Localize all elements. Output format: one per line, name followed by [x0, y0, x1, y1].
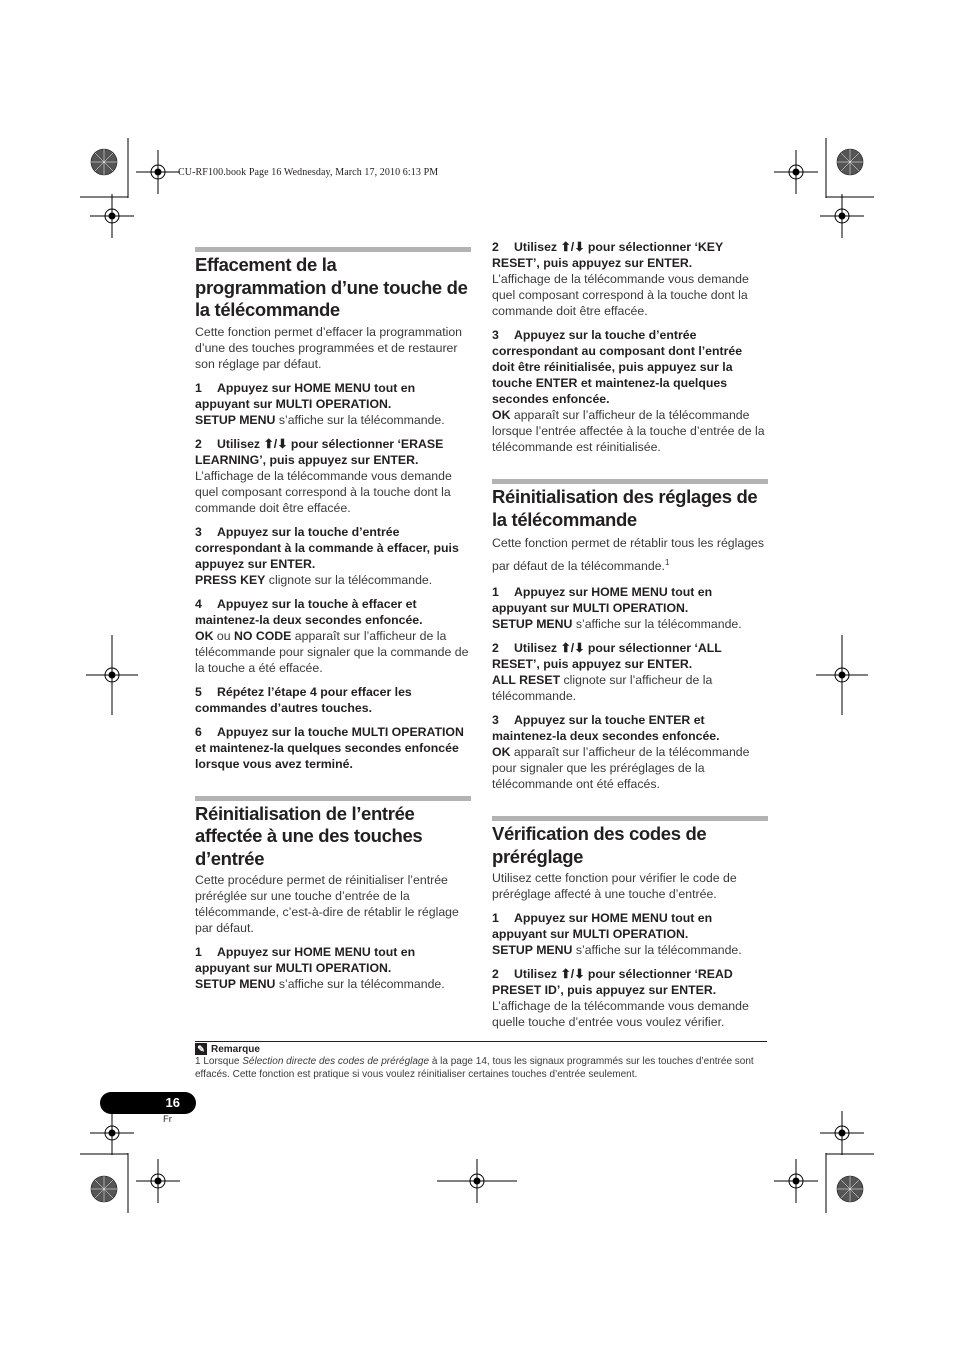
step-2: 2 Utilisez ⬆/⬇ pour sélectionner ‘ALL RESET’, puis appuyez sur ENTER. — [492, 641, 722, 672]
section-intro: Utilisez cette fonction pour vérifier le code de préréglage affecté à une touche d’entrée. — [492, 871, 737, 902]
language-code: Fr — [163, 1114, 172, 1125]
step-3-result: OK apparaît sur l’afficheur de la télécommande lorsque l’entrée affectée à la touche d’entrée de la télécommande est réinitialisée. — [492, 408, 765, 454]
step-3: 3 Appuyez sur la touche d’entrée correspondant à la commande à effacer, puis appuyez sur ENTER. — [195, 524, 459, 571]
left-column — [195, 247, 471, 992]
section-title-reinit-entree: Réinitialisation de l’entrée affectée à une des touches d’entrée — [195, 802, 423, 869]
step-4-result: OK ou NO CODE apparaît sur l’afficheur de la télécommande pour signaler que la commande de la touche a été effacée. — [195, 628, 469, 675]
section-intro: Cette procédure permet de réinitialiser l’entrée préréglée sur une touche d’entrée de la télécommande, c’est-à-dire de rétablir le réglage par défaut. — [195, 873, 459, 935]
step-1: 1 Appuyez sur HOME MENU tout en appuyant sur MULTI OPERATION. — [492, 585, 713, 616]
section-rule — [195, 247, 471, 252]
step-3: 3 Appuyez sur la touche d’entrée correspondant au composant dont l’entrée doit être réinitialisée, puis appuyez sur la touche ENTER et maintenez-la quelques secondes enfoncée. — [492, 328, 743, 406]
step-3: 3 Appuyez sur la touche ENTER et maintenez-la deux secondes enfoncée. — [492, 713, 720, 744]
note-title: ✎ Remarque — [195, 1043, 260, 1055]
step-1-result: SETUP MENU s’affiche sur la télécommande. — [492, 943, 742, 958]
step-1-result: SETUP MENU s’affiche sur la télécommande. — [195, 977, 445, 991]
step-5: 5 Répétez l’étape 4 pour effacer les commandes d’autres touches. — [195, 684, 412, 715]
step-1: 1 Appuyez sur HOME MENU tout en appuyant sur MULTI OPERATION. — [195, 945, 416, 975]
step-2-result: L’affichage de la télécommande vous demande quel composant correspond à la touche dont la commande doit être effacée. — [195, 468, 452, 515]
step-2-result: L’affichage de la télécommande vous demande quel composant correspond à la touche dont la commande doit être effacée. — [492, 272, 749, 318]
step-2-result: ALL RESET clignote sur l’afficheur de la télécommande. — [492, 673, 713, 704]
section-intro: Cette fonction permet d’effacer la programmation d’une des touches programmées et de restaurer son réglage par défaut. — [195, 324, 463, 371]
note-pencil-icon: ✎ — [195, 1043, 207, 1055]
step-3-result: PRESS KEY clignote sur la télécommande. — [195, 572, 433, 587]
book-info-line: CU-RF100.book Page 16 Wednesday, March 17, 2010 6:13 PM — [178, 167, 439, 178]
section-rule — [492, 479, 768, 484]
step-2: 2 Utilisez ⬆/⬇ pour sélectionner ‘READ PRESET ID’, puis appuyez sur ENTER. — [492, 967, 733, 998]
section-rule — [492, 816, 768, 821]
note-rule — [195, 1041, 767, 1042]
section-title-reinit-reglages: Réinitialisation des réglages de la télécommande — [492, 486, 758, 530]
step-2-result: L’affichage de la télécommande vous demande quelle touche d’entrée vous voulez vérifier. — [492, 999, 749, 1030]
section-title-effacement: Effacement de la programmation d’une touche de la télécommande — [195, 254, 468, 320]
step-2: 2 Utilisez ⬆/⬇ pour sélectionner ‘KEY RESET’, puis appuyez sur ENTER. — [492, 240, 723, 270]
note-text: 1 Lorsque Sélection directe des codes de préréglage à la page 14, tous les signaux programmés sur les touches d’entrée sont effacés. Cette fonction est pratique si vous voulez réinitialiser certaines touches d’entrée seulement. — [195, 1056, 754, 1080]
step-3-result: OK apparaît sur l’afficheur de la télécommande pour signaler que les préréglages de la télécommande ont été effacés. — [492, 745, 750, 792]
step-6: 6 Appuyez sur la touche MULTI OPERATION et maintenez-la quelques secondes enfoncée lorsque vous avez terminé. — [195, 724, 464, 771]
step-1-result: SETUP MENU s’affiche sur la télécommande. — [195, 412, 445, 427]
step-4: 4 Appuyez sur la touche à effacer et maintenez-la deux secondes enfoncée. — [195, 596, 423, 627]
right-column — [492, 239, 768, 1030]
step-2: 2 Utilisez ⬆/⬇ pour sélectionner ‘ERASE LEARNING’, puis appuyez sur ENTER. — [195, 436, 444, 467]
section-rule — [195, 796, 471, 801]
page-number: 16 — [100, 1092, 196, 1114]
section-title-verification: Vérification des codes de préréglage — [492, 823, 707, 867]
step-1: 1 Appuyez sur HOME MENU tout en appuyant sur MULTI OPERATION. — [195, 380, 416, 411]
step-1: 1 Appuyez sur HOME MENU tout en appuyant sur MULTI OPERATION. — [492, 911, 713, 942]
footnote-ref: 1 — [664, 558, 670, 567]
section-intro: Cette fonction permet de rétablir tous les réglages par défaut de la télécommande.$^1$ — [492, 536, 765, 574]
step-1-result: SETUP MENU s’affiche sur la télécommande. — [492, 617, 742, 632]
